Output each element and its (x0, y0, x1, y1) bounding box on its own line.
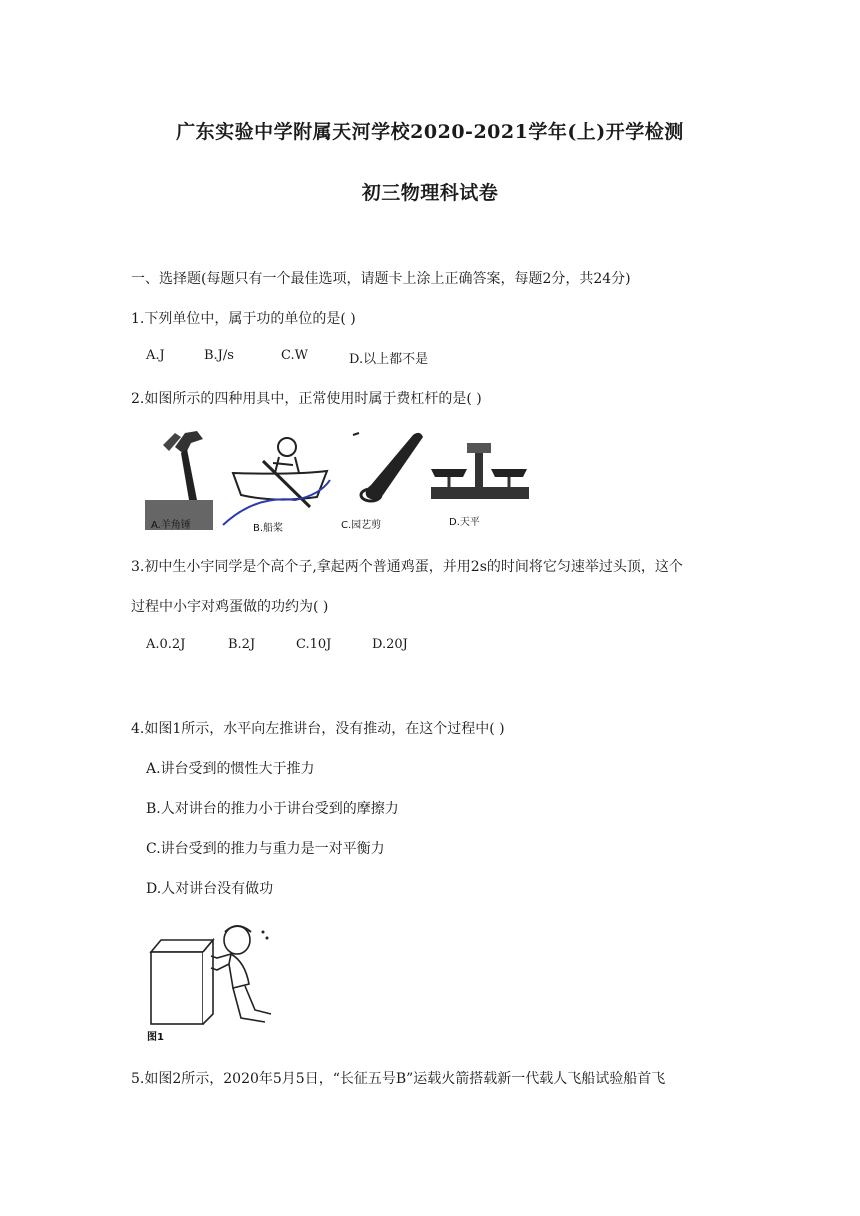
caption-c: C.园艺剪 (341, 520, 382, 531)
document-subtitle: 初三物理科试卷 (361, 182, 499, 204)
option-a: A.J (146, 348, 165, 363)
question-4-option-a: A.讲台受到的惯性大于推力 (146, 761, 315, 777)
question-5-stem: 5.如图2所示，2020年5月5日，“长征五号B”运载火箭搭载新一代载人飞船试验船首飞 (131, 1071, 666, 1087)
question-3-stem-line2: 过程中小宇对鸡蛋做的功约为( ) (131, 599, 329, 615)
question-2-stem: 2.如图所示的四种用具中，正常使用时属于费杠杆的是( ) (131, 391, 482, 407)
option-b: B.2J (228, 637, 256, 652)
question-3-stem-line1: 3.初中生小宇同学是个高个子,拿起两个普通鸡蛋，并用2s的时间将它匀速举过头顶，这个 (131, 559, 683, 575)
claw-hammer-illustration (145, 431, 213, 531)
lever-tools-figure (145, 425, 540, 537)
question-4-option-b: B.人对讲台的推力小于讲台受到的摩擦力 (146, 801, 399, 817)
question-4-stem: 4.如图1所示，水平向左推讲台，没有推动，在这个过程中( ) (131, 721, 505, 737)
option-d: D.20J (372, 637, 408, 652)
boat-oar-illustration (223, 438, 330, 534)
figure-1-caption: 图1 (147, 1032, 164, 1043)
caption-a: A.羊角锤 (151, 520, 191, 531)
option-c: C.10J (296, 637, 332, 652)
document-title: 广东实验中学附属天河学校2020-2021学年(上)开学检测 (176, 121, 684, 143)
caption-b: B.船桨 (253, 523, 284, 534)
option-c: C.W (281, 348, 308, 363)
garden-shears-illustration (341, 433, 423, 531)
question-4-option-c: C.讲台受到的推力与重力是一对平衡力 (146, 841, 385, 857)
option-a: A.0.2J (146, 637, 186, 652)
option-d: D.以上都不是 (349, 352, 429, 367)
option-b: B.J/s (204, 348, 234, 363)
section-heading: 一、选择题(每题只有一个最佳选项，请题卡上涂上正确答案，每题2分，共24分) (131, 271, 631, 287)
question-4-option-d: D.人对讲台没有做功 (146, 881, 274, 897)
balance-scale-illustration (431, 443, 529, 528)
caption-d: D.天平 (449, 517, 480, 528)
question-1-stem: 1.下列单位中，属于功的单位的是( ) (131, 311, 356, 327)
figure-1-pushing-podium (145, 918, 285, 1043)
